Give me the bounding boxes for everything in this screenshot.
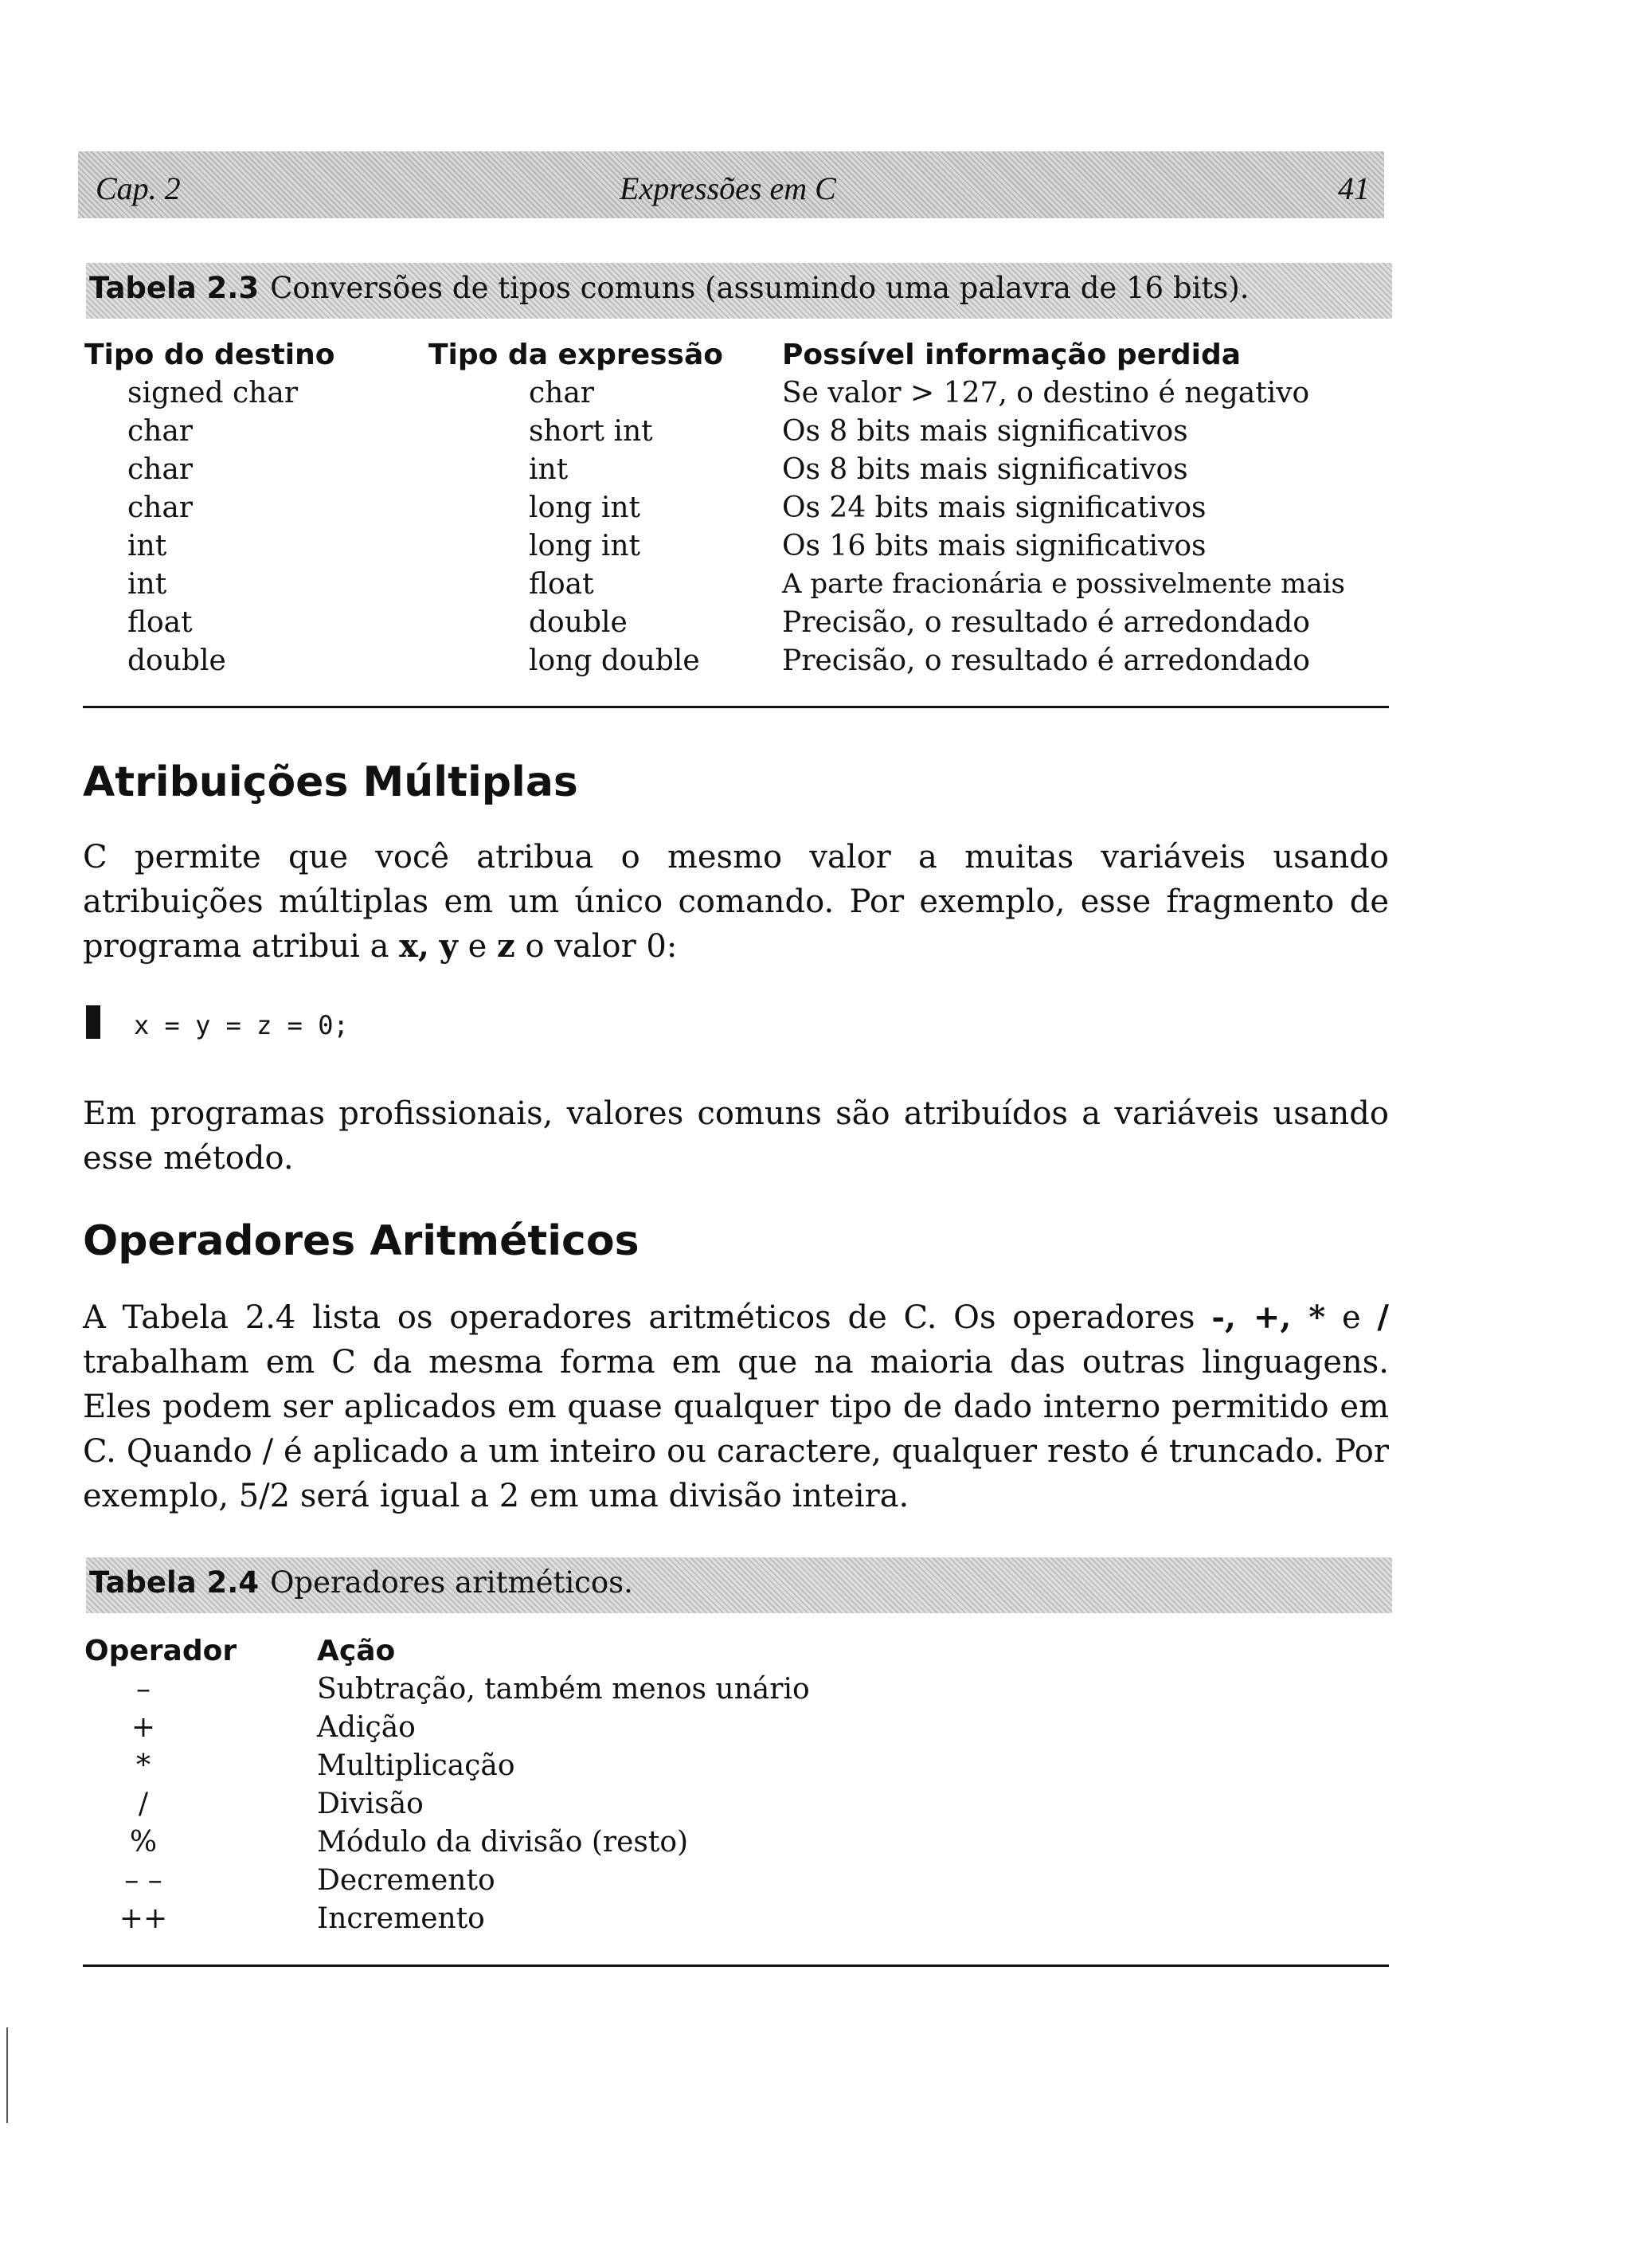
table-cell: int bbox=[529, 453, 569, 486]
table-2-4-caption bbox=[89, 1565, 633, 1600]
table-cell: Os 24 bits mais significativos bbox=[782, 492, 1207, 524]
table-label: Tabela 2.4 bbox=[89, 1565, 260, 1600]
table-cell: signed char bbox=[127, 377, 299, 409]
table-cell: long double bbox=[529, 644, 700, 677]
table-cell: char bbox=[127, 492, 194, 524]
chapter-title: Expressões em C bbox=[620, 170, 836, 206]
operator-symbol: / bbox=[138, 1788, 149, 1820]
table-cell: Os 8 bits mais significativos bbox=[782, 415, 1188, 448]
page-number: 41 bbox=[1338, 170, 1370, 206]
code-block-marker bbox=[86, 1005, 100, 1039]
table-cell: Os 8 bits mais significativos bbox=[782, 453, 1188, 486]
column-header-info-lost: Possível informação perdida bbox=[782, 339, 1241, 371]
table-caption-text: Operadores aritméticos. bbox=[270, 1565, 633, 1600]
table-label: Tabela 2.3 bbox=[89, 271, 260, 305]
chapter-label: Cap. 2 bbox=[96, 170, 181, 206]
table-cell: int bbox=[127, 530, 167, 562]
column-header-destination: Tipo do destino bbox=[84, 339, 335, 371]
section-heading: Atribuições Múltiplas bbox=[83, 758, 578, 806]
operator-symbol: + bbox=[131, 1711, 156, 1744]
column-header-expression: Tipo da expressão bbox=[428, 339, 723, 371]
operator-symbol: * bbox=[136, 1749, 151, 1782]
operator-action: Divisão bbox=[317, 1788, 424, 1820]
table-bottom-rule bbox=[83, 1964, 1389, 1967]
body-paragraph: Em programas profissionais, valores comuns são atribuídos a variáveis usando esse método. bbox=[83, 1095, 1389, 1177]
table-cell: float bbox=[529, 568, 594, 601]
table-cell: float bbox=[127, 606, 193, 639]
operator-action: Adição bbox=[317, 1711, 416, 1744]
operator-symbol: – bbox=[136, 1673, 151, 1706]
table-cell: int bbox=[127, 568, 167, 601]
operator-symbol: – – bbox=[124, 1864, 162, 1897]
table-bottom-rule bbox=[83, 706, 1389, 708]
table-cell: Precisão, o resultado é arredondado bbox=[782, 606, 1310, 639]
table-cell: char bbox=[529, 377, 595, 409]
operator-symbol: ++ bbox=[119, 1902, 168, 1935]
table-2-3-caption bbox=[89, 271, 1249, 305]
table-cell: double bbox=[529, 606, 628, 639]
column-header-action: Ação bbox=[317, 1635, 396, 1667]
table-cell: char bbox=[127, 453, 194, 486]
table-cell: Precisão, o resultado é arredondado bbox=[782, 644, 1310, 677]
operator-action: Decremento bbox=[317, 1864, 495, 1897]
body-paragraph: C permite que você atribua o mesmo valor a muitas variáveis usando atribuições múltiplas em um único comando. Por exemplo, esse fragmento de programa atribui a x, y e z o valor 0: bbox=[83, 839, 1389, 965]
table-caption-text: Conversões de tipos comuns (assumindo uma palavra de 16 bits). bbox=[270, 271, 1250, 305]
scan-margin-line bbox=[6, 2027, 8, 2123]
table-cell: Os 16 bits mais significativos bbox=[782, 530, 1207, 562]
operator-action: Multiplicação bbox=[317, 1749, 515, 1782]
table-cell: long int bbox=[529, 492, 641, 524]
operator-action: Subtração, também menos unário bbox=[317, 1673, 810, 1706]
table-cell: double bbox=[127, 644, 226, 677]
table-cell: char bbox=[127, 415, 194, 448]
code-fragment: x = y = z = 0; bbox=[134, 1010, 349, 1040]
table-cell: long int bbox=[529, 530, 641, 562]
body-paragraph: A Tabela 2.4 lista os operadores aritméticos de C. Os operadores -, +, * e / trabalham em C da mesma forma em que na maioria das outras linguagens. Eles podem ser aplicados em quase qualquer tipo de dado interno permitido em C. Quando / é aplicado a um inteiro ou caractere, qualquer resto é truncado. Por exemplo, 5/2 será igual a 2 em uma divisão inteira. bbox=[83, 1299, 1389, 1514]
section-heading: Operadores Aritméticos bbox=[83, 1217, 639, 1265]
operator-action: Módulo da divisão (resto) bbox=[317, 1826, 689, 1859]
operator-action: Incremento bbox=[317, 1902, 485, 1935]
column-header-operator: Operador bbox=[84, 1635, 237, 1667]
table-cell: Se valor > 127, o destino é negativo bbox=[782, 377, 1310, 409]
operator-symbol: % bbox=[129, 1826, 158, 1859]
table-cell: short int bbox=[529, 415, 653, 448]
table-cell: A parte fracionária e possivelmente mais bbox=[782, 568, 1345, 600]
